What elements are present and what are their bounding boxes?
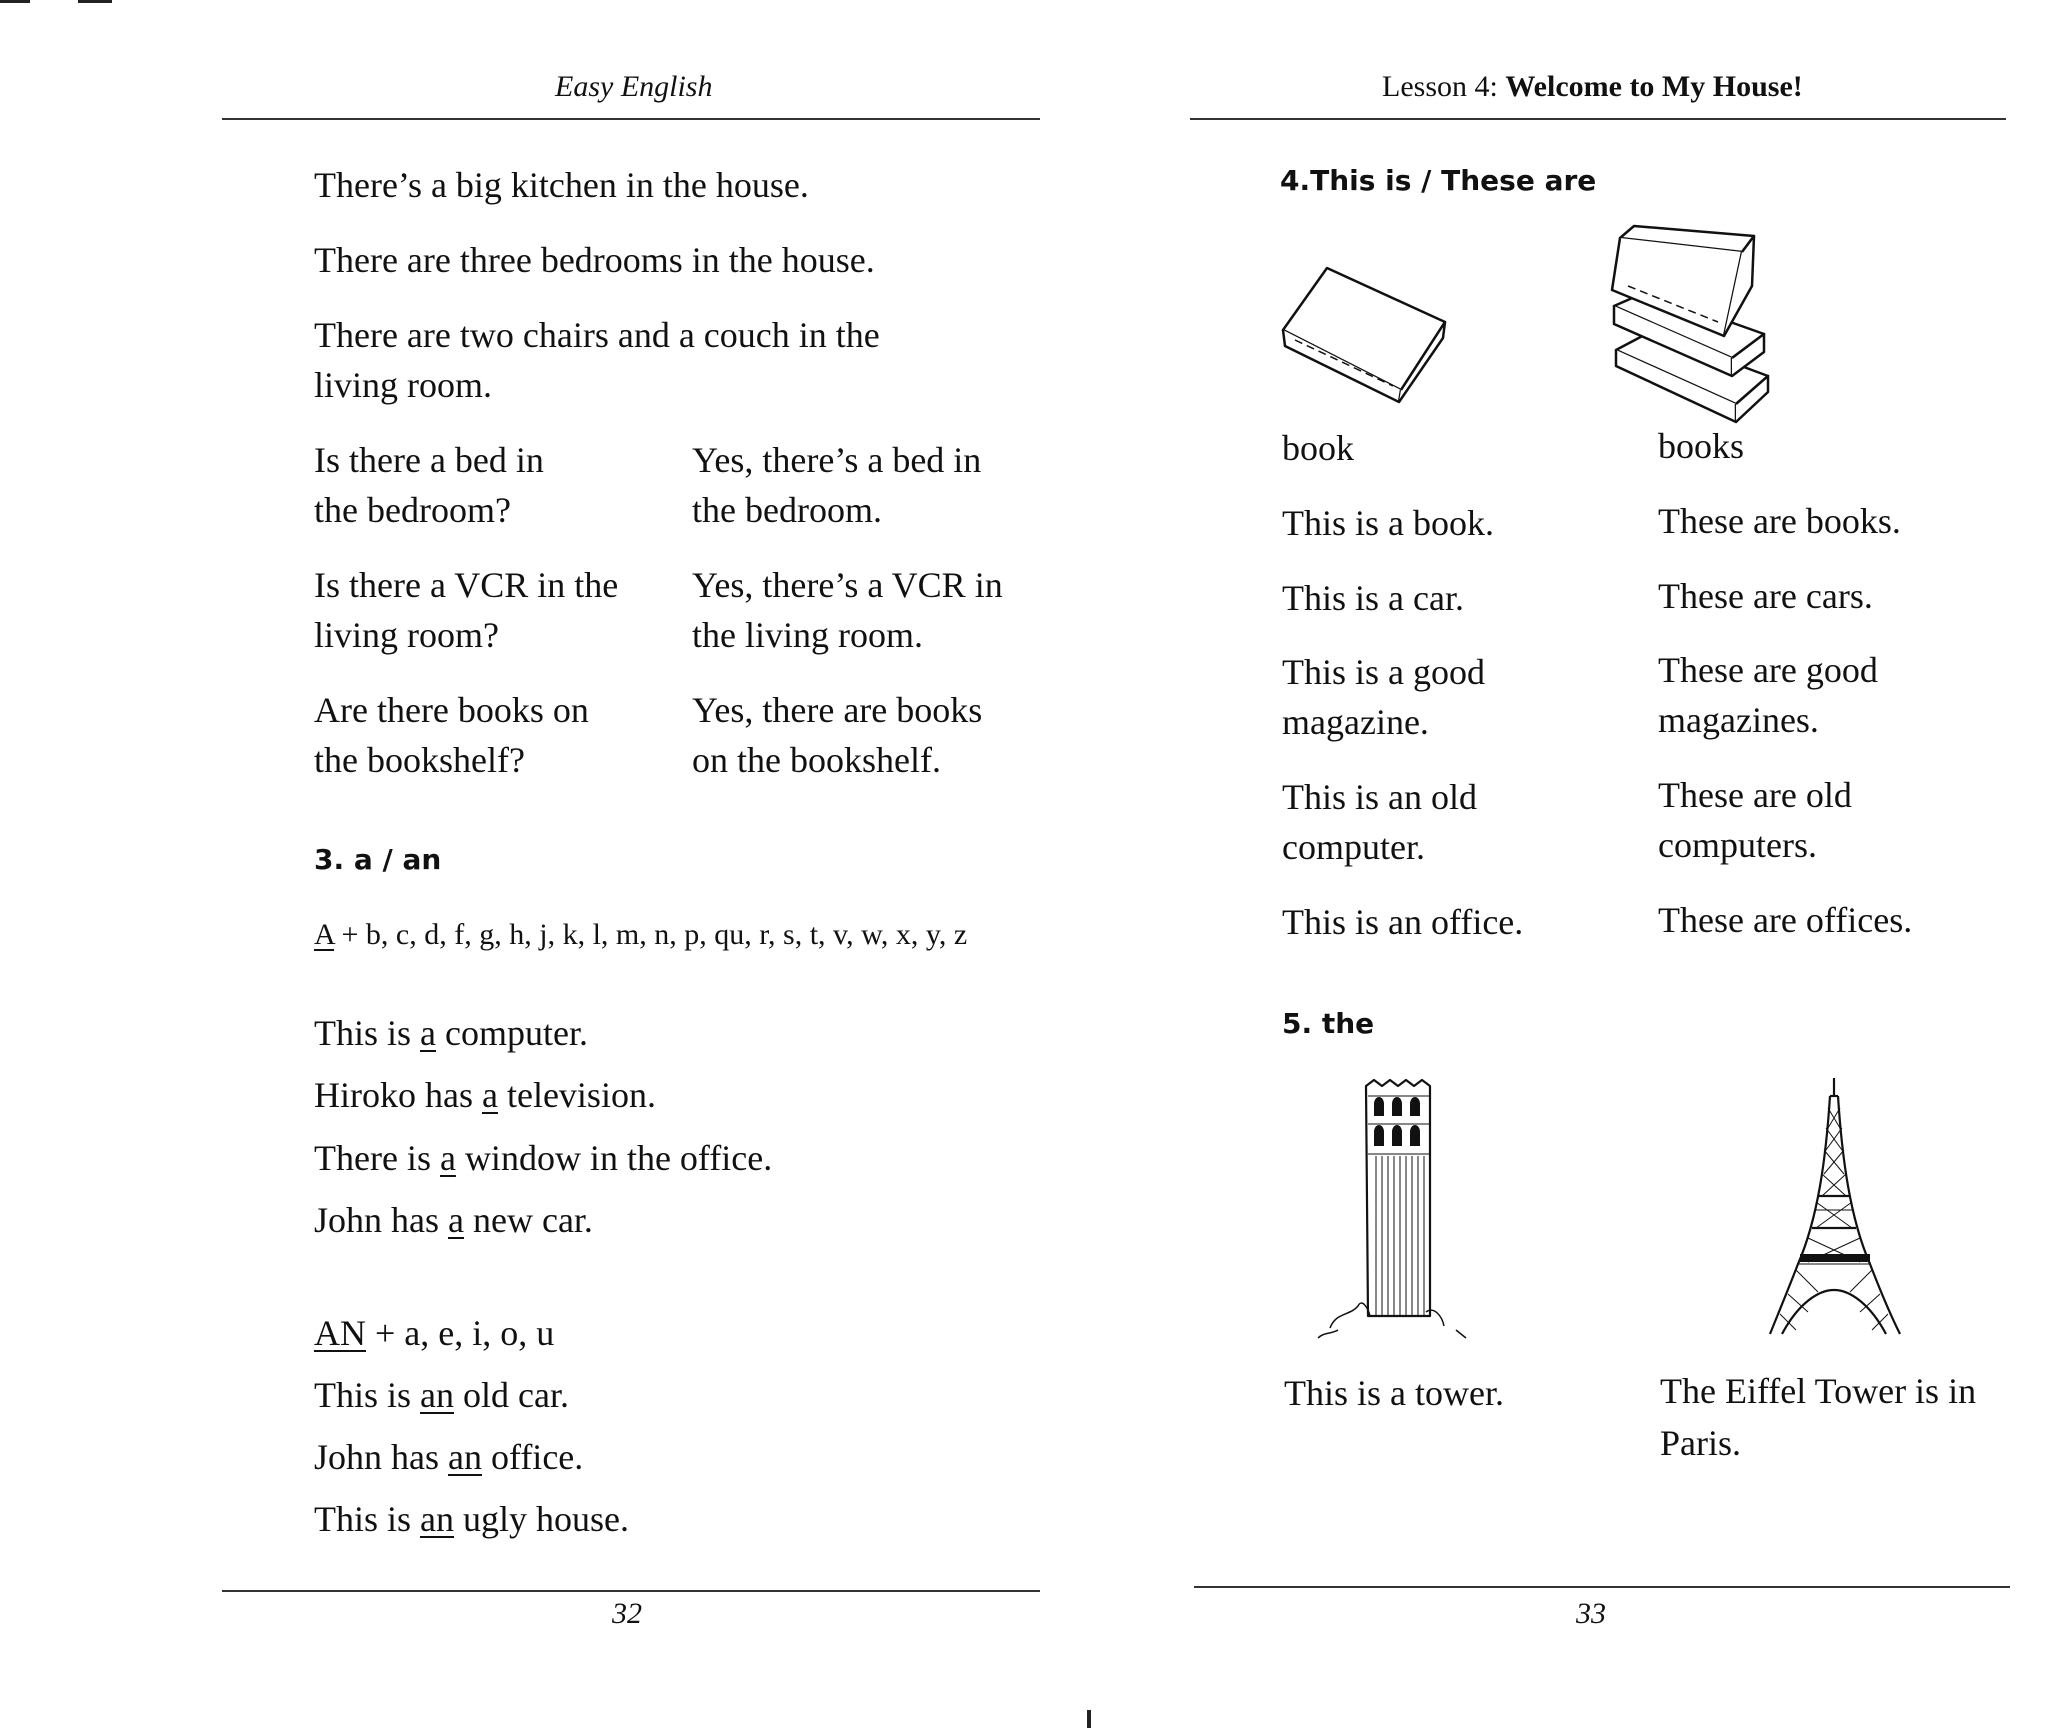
an-rule-letters: + a, e, i, o, u [366,1313,555,1353]
plural-2: These are cars. [1658,576,1873,616]
caption-eiffel-line-1: The Eiffel Tower is in [1660,1371,1977,1411]
question-2-line-1: Is there a VCR in the [314,565,619,605]
intro-line-2: There are three bedrooms in the house. [314,240,875,280]
answer-3-line-2: on the bookshelf. [692,740,941,780]
eiffel-tower-icon [1768,1078,1902,1334]
answer-1-line-1: Yes, there’s a bed in [692,440,982,480]
plural-3-line-1: These are good [1658,650,1878,690]
plural-4-line-1: These are old [1658,775,1852,815]
intro-line-1: There’s a big kitchen in the house. [314,165,809,205]
singular-4-line-2: computer. [1282,827,1425,867]
stack-of-books-icon [1606,226,1776,422]
lesson-number: Lesson 4: [1382,70,1506,103]
plural-5: These are offices. [1658,900,1913,940]
caption-eiffel-line-2: Paris. [1660,1423,1741,1463]
an-rule-line [314,1308,554,1358]
question-1-line-1: Is there a bed in [314,440,544,480]
article-an: an [448,1437,482,1477]
a-rule-letters: + b, c, d, f, g, h, j, k, l, m, n, p, qu, r, s, t, v, w, x, y, z [334,918,968,951]
caption-tower: This is a tower. [1284,1373,1504,1413]
question-3-line-1: Are there books on [314,690,589,730]
header-rule-left [222,118,1040,120]
intro-line-4: living room. [314,365,492,405]
singular-4-line-1: This is an old [1282,777,1477,817]
label-books: books [1658,426,1745,466]
right-page [1080,0,2048,1728]
article-a: a [420,1013,436,1053]
a-example-3: There is a window in the office. [314,1138,773,1178]
running-header-left: Easy English [555,70,713,103]
running-header-right [1382,70,1803,104]
an-example-3: This is an ugly house. [314,1499,629,1539]
question-1-line-2: the bedroom? [314,490,511,530]
footer-rule-right [1194,1586,2010,1588]
page-number-right: 33 [1576,1597,1606,1630]
plural-4-line-2: computers. [1658,825,1817,865]
article-a: a [439,1138,456,1178]
footer-rule-left [222,1590,1040,1592]
page-number-left: 32 [612,1597,642,1630]
singular-3-line-1: This is a good [1282,652,1485,692]
article-a: a [448,1200,464,1240]
label-book: book [1282,428,1354,468]
section-3-heading: 3. a / an [314,843,442,876]
singular-5: This is an office. [1282,902,1524,942]
an-example-2: John has an office. [314,1437,584,1477]
article-a: a [481,1075,498,1115]
plural-3-line-2: magazines. [1658,700,1819,740]
singular-3-line-2: magazine. [1282,702,1429,742]
a-rule-marker: A [314,918,335,951]
an-rule-marker: AN [314,1313,366,1353]
plural-1: These are books. [1658,501,1901,541]
a-example-4: John has a new car. [314,1200,593,1240]
a-example-2: Hiroko has a television. [314,1075,656,1115]
section-5-heading: 5. the [1282,1007,1375,1040]
singular-1: This is a book. [1282,503,1494,543]
header-rule-right [1190,118,2006,120]
section-4-heading: 4.This is / These are [1280,164,1597,197]
question-3-line-2: the bookshelf? [314,740,525,780]
singular-2: This is a car. [1282,578,1464,618]
answer-1-line-2: the bedroom. [692,490,882,530]
article-an: an [420,1375,454,1415]
single-book-icon [1275,262,1445,402]
question-2-line-2: living room? [314,615,499,655]
a-example-1: This is a computer. [314,1013,588,1053]
answer-2-line-1: Yes, there’s a VCR in [692,565,1003,605]
a-rule-line [314,918,967,952]
intro-line-3: There are two chairs and a couch in the [314,315,880,355]
answer-3-line-1: Yes, there are books [692,690,983,730]
answer-2-line-2: the living room. [692,615,923,655]
article-an: an [420,1499,454,1539]
lesson-title: Welcome to My House! [1505,70,1803,103]
an-example-1: This is an old car. [314,1375,569,1415]
tower-icon [1316,1076,1486,1346]
